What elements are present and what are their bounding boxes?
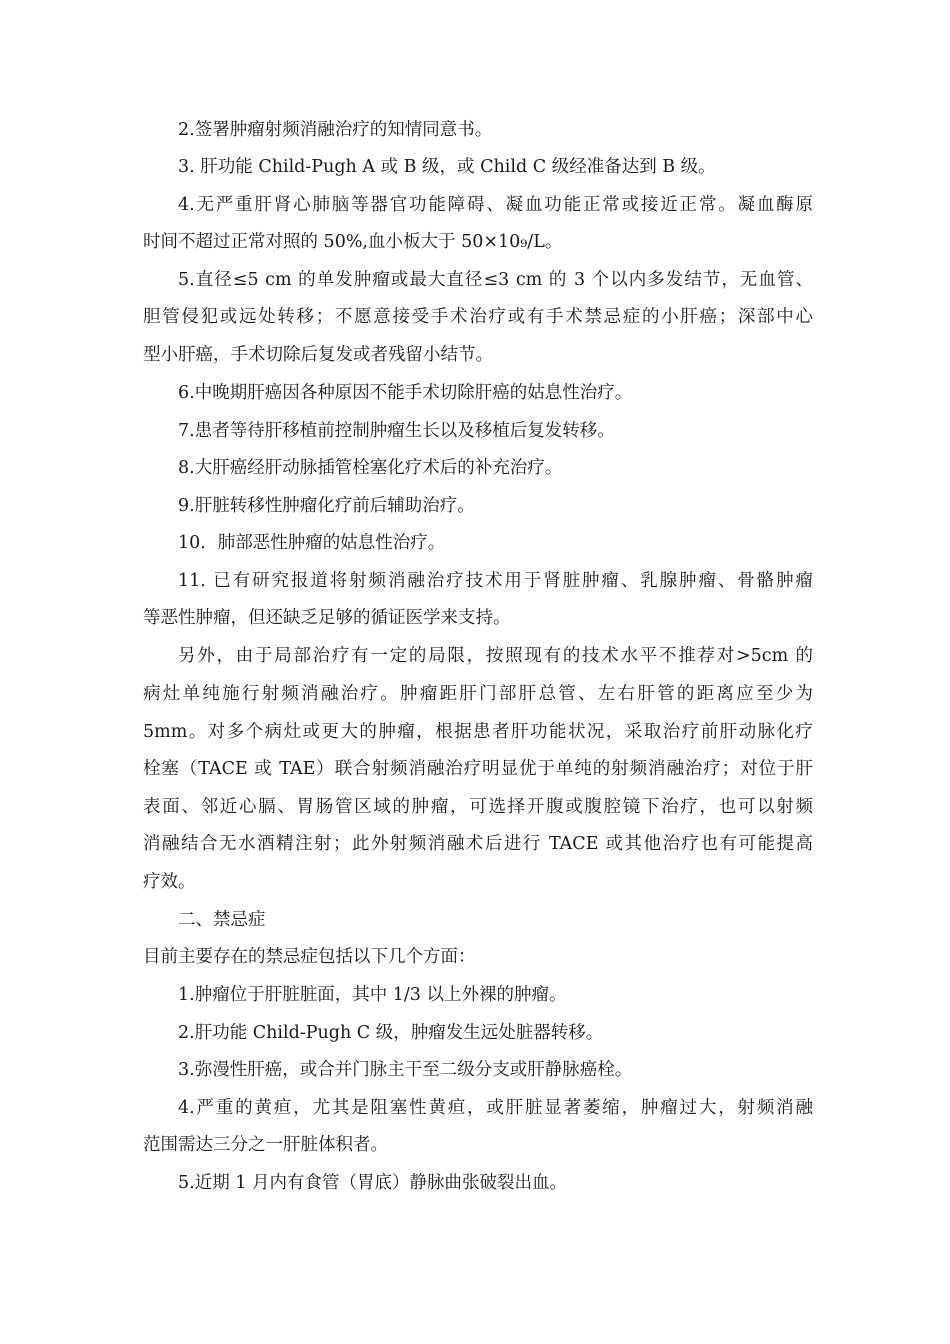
text-line: 3. 肝功能 Child-Pugh A 或 B 级，或 Child C 级经准备达到 B 级。 [178, 157, 716, 177]
text-line: 等恶性肿瘤，但还缺乏足够的循证医学来支持。 [143, 608, 511, 628]
text-line: 4.无严重肝肾心肺脑等器官功能障碍、凝血功能正常或接近正常。凝血酶原 [178, 195, 813, 215]
text-line: 另外，由于局部治疗有一定的局限，按照现有的技术水平不推荐对>5cm 的 [178, 646, 813, 666]
text-line: 型小肝癌，手术切除后复发或者残留小结节。 [143, 345, 493, 365]
text-line: 1.肿瘤位于肝脏脏面，其中 1/3 以上外裸的肿瘤。 [178, 985, 567, 1005]
text-line: 6.中晚期肝癌因各种原因不能手术切除肝癌的姑息性治疗。 [178, 383, 633, 403]
text-line: 范围需达三分之一肝脏体积者。 [143, 1135, 388, 1155]
text-line: 2.肝功能 Child-Pugh C 级，肿瘤发生远处脏器转移。 [178, 1023, 604, 1043]
text-line: 目前主要存在的禁忌症包括以下几个方面： [143, 947, 476, 967]
text-line: 5.近期 1 月内有食管（胃底）静脉曲张破裂出血。 [178, 1173, 567, 1193]
text-line: 消融结合无水酒精注射；此外射频消融术后进行 TACE 或其他治疗也有可能提高 [143, 834, 813, 854]
text-line: 7.患者等待肝移植前控制肿瘤生长以及移植后复发转移。 [178, 421, 615, 441]
text-line: 4.严重的黄疸，尤其是阻塞性黄疸，或肝脏显著萎缩，肿瘤过大，射频消融 [178, 1098, 813, 1118]
text-line: 9.肝脏转移性肿瘤化疗前后辅助治疗。 [178, 496, 475, 516]
section-heading: 二、禁忌症 [178, 910, 266, 930]
text-line: 2.签署肿瘤射频消融治疗的知情同意书。 [178, 120, 493, 140]
text-line: 栓塞（TACE 或 TAE）联合射频消融治疗明显优于单纯的射频消融治疗；对位于肝 [143, 759, 813, 779]
text-line: 10．肺部恶性肿瘤的姑息性治疗。 [178, 533, 446, 553]
text-line: 5.直径≤5 cm 的单发肿瘤或最大直径≤3 cm 的 3 个以内多发结节，无血管、 [178, 270, 813, 290]
text-line: 8.大肝癌经肝动脉插管栓塞化疗术后的补充治疗。 [178, 458, 563, 478]
text-line: 3.弥漫性肝癌，或合并门脉主干至二级分支或肝静脉癌栓。 [178, 1060, 633, 1080]
text-line: 5mm。对多个病灶或更大的肿瘤，根据患者肝功能状况，采取治疗前肝动脉化疗 [143, 722, 813, 742]
text-line: 时间不超过正常对照的 50%,血小板大于 50×10₉/L。 [143, 232, 563, 252]
text-line: 病灶单纯施行射频消融治疗。肿瘤距肝门部肝总管、左右肝管的距离应至少为 [143, 684, 813, 704]
text-line: 11. 已有研究报道将射频消融治疗技术用于肾脏肿瘤、乳腺肿瘤、骨骼肿瘤 [178, 571, 813, 591]
text-line: 胆管侵犯或远处转移；不愿意接受手术治疗或有手术禁忌症的小肝癌；深部中心 [143, 307, 813, 327]
text-line: 表面、邻近心膈、胃肠管区域的肿瘤，可选择开腹或腹腔镜下治疗，也可以射频 [143, 797, 813, 817]
text-line: 疗效。 [143, 872, 196, 892]
